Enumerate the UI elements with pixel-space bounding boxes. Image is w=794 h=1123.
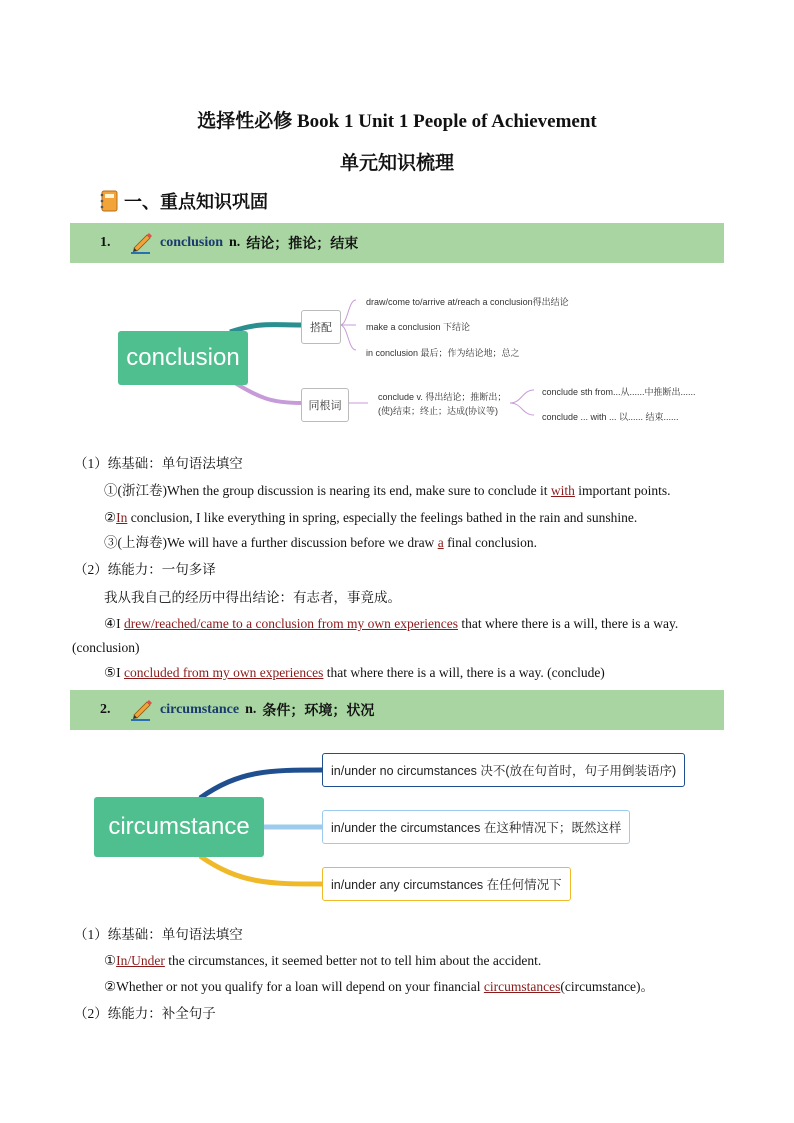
answer-blank: a xyxy=(437,535,444,550)
vocab-meaning: 结论；推论；结束 xyxy=(246,237,359,252)
exercise-line: ①In/Under the circumstances, it seemed better not to tell him about the accident. xyxy=(104,953,542,968)
exercise-heading: （2）练能力：补全句子 xyxy=(74,1006,216,1021)
mindmap-branch-collocation: 搭配 xyxy=(301,310,341,344)
part-of-speech: n. xyxy=(245,702,257,717)
exercise-line: ③(上海卷)We will have a further discussion before we draw a final conclusion. xyxy=(104,535,538,550)
mindmap-center-conclusion: conclusion xyxy=(118,331,248,385)
vocab-word: conclusion xyxy=(160,235,224,250)
notebook-icon xyxy=(100,190,118,212)
pencil-icon xyxy=(128,230,154,256)
section-heading xyxy=(100,188,268,214)
vocab-meaning: 条件；环境；状况 xyxy=(262,704,375,719)
mindmap-leaf: make a conclusion 下结论 xyxy=(366,322,471,332)
exercise-heading: （1）练基础：单句语法填空 xyxy=(74,456,243,471)
answer-blank: drew/reached/came to a conclusion from my own experiences xyxy=(123,616,458,631)
pencil-icon xyxy=(128,697,154,723)
mindmap-center-circumstance: circumstance xyxy=(94,797,264,857)
answer-blank: In xyxy=(116,510,128,525)
item-number: 1. xyxy=(100,235,111,250)
exercise-line: ①(浙江卷)When the group discussion is nearing its end, make sure to conclude it with important points. xyxy=(104,483,671,498)
mindmap-leaf: in/under no circumstances 决不(放在句首时，句子用倒装语序) xyxy=(322,753,685,787)
part-of-speech: n. xyxy=(229,235,241,250)
answer-blank: concluded from my own experiences xyxy=(123,665,324,680)
section-heading-text: 一、重点知识巩固 xyxy=(124,192,268,212)
mindmap-leaf: (使)结束；终止；达成(协议等) xyxy=(378,406,498,416)
exercise-heading: （1）练基础：单句语法填空 xyxy=(74,927,243,942)
vocab-bar-conclusion xyxy=(70,223,724,263)
mindmap-leaf: draw/come to/arrive at/reach a conclusion得出结论 xyxy=(366,297,569,307)
exercise-line: ②In conclusion, I like everything in spring, especially the feelings bathed in the rain and sunshine. xyxy=(104,510,638,525)
answer-blank: circumstances xyxy=(483,979,561,994)
exercise-line-tail: (conclusion) xyxy=(72,640,140,655)
mindmap-leaf: in/under the circumstances 在这种情况下；既然这样 xyxy=(322,810,630,844)
vocab-word: circumstance xyxy=(160,702,240,717)
mindmap-leaf: in/under any circumstances 在任何情况下 xyxy=(322,867,571,901)
answer-blank: In/Under xyxy=(116,953,165,968)
page-title: 选择性必修 Book 1 Unit 1 People of Achievement xyxy=(197,111,597,132)
mindmap-leaf: in conclusion 最后；作为结论地；总之 xyxy=(366,348,520,358)
exercise-line: ⑤I concluded from my own experiences that where there is a will, there is a way. (conclude) xyxy=(104,665,605,680)
item-number: 2. xyxy=(100,702,111,717)
exercise-heading: （2）练能力：一句多译 xyxy=(74,562,216,577)
mindmap-leaf: conclude sth from...从......中推断出...... xyxy=(542,387,696,397)
mindmap-branch-cognates: 同根词 xyxy=(301,388,349,422)
vocab-bar-circumstance xyxy=(70,690,724,730)
chinese-sentence: 我从我自己的经历中得出结论：有志者，事竟成。 xyxy=(104,590,401,605)
answer-blank: with xyxy=(550,483,575,498)
mindmap-leaf: conclude ... with ... 以...... 结束...... xyxy=(542,412,679,422)
exercise-line: ④I drew/reached/came to a conclusion from my own experiences that where there is a will, there is a way. xyxy=(104,616,679,631)
mindmap-leaf: conclude v. 得出结论；推断出； xyxy=(378,392,507,402)
exercise-line: ②Whether or not you qualify for a loan will depend on your financial circumstances(circumstance)。 xyxy=(104,979,655,994)
page-subtitle: 单元知识梳理 xyxy=(339,153,454,174)
